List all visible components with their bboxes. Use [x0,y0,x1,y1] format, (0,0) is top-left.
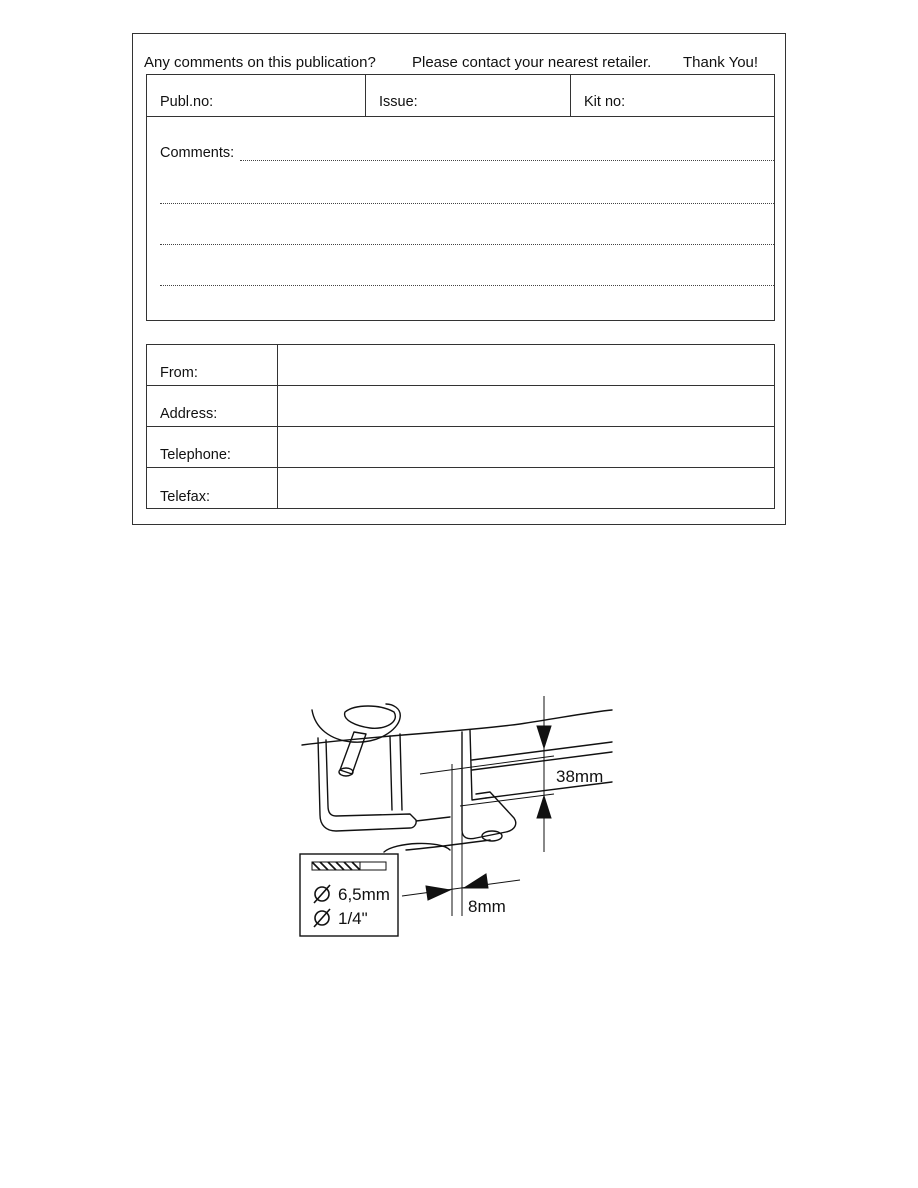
telephone-row [147,427,774,468]
intro-question: Any comments on this publication? [144,54,376,71]
publ-no-label: Publ.no: [160,94,214,110]
address-label: Address: [160,406,218,422]
width-dim-line [402,880,520,896]
drilling-diagram [290,690,630,950]
issue-field[interactable] [366,75,571,116]
left-bracket-inner [390,736,392,810]
from-row [147,345,774,386]
publication-header-row [147,75,774,117]
telefax-label: Telefax: [160,489,210,505]
height-dimension-label: 38mm [556,767,604,786]
address-field[interactable] [277,386,774,426]
height-arrow-bottom [537,796,551,818]
drill-metric-label: 6,5mm [338,885,390,904]
comment-line[interactable] [240,160,774,161]
comment-line[interactable] [160,203,774,204]
from-field[interactable] [277,345,774,385]
publ-no-field[interactable] [147,75,366,116]
drill-bit-icon [312,862,386,870]
width-arrow-left [426,886,450,900]
width-arrow-right [464,874,488,888]
drill-imperial-label: 1/4" [338,909,368,928]
comment-line[interactable] [160,244,774,245]
telephone-field[interactable] [277,427,774,467]
intro-thanks: Thank You! [683,54,759,71]
kit-no-field[interactable] [571,75,776,116]
left-bracket-edge [400,734,402,810]
bracket-link [416,817,450,821]
width-dimension-label: 8mm [468,897,506,916]
kit-no-label: Kit no: [584,94,626,110]
issue-label: Issue: [379,94,418,110]
comments-section [146,74,775,321]
telefax-field[interactable] [277,468,774,509]
drill-arc [384,843,450,852]
telefax-row [147,468,774,509]
telephone-label: Telephone: [160,447,231,463]
contact-section [146,344,775,509]
address-row [147,386,774,427]
intro-contact: Please contact your nearest retailer. [412,54,652,71]
from-label: From: [160,365,198,381]
tow-eye-ring [345,706,396,728]
feedback-form [132,33,786,525]
drilling-illustration [290,690,630,950]
body-edge-line [302,710,612,745]
comment-line[interactable] [160,285,774,286]
height-arrow-top [537,726,551,748]
comments-label: Comments: [160,145,235,161]
